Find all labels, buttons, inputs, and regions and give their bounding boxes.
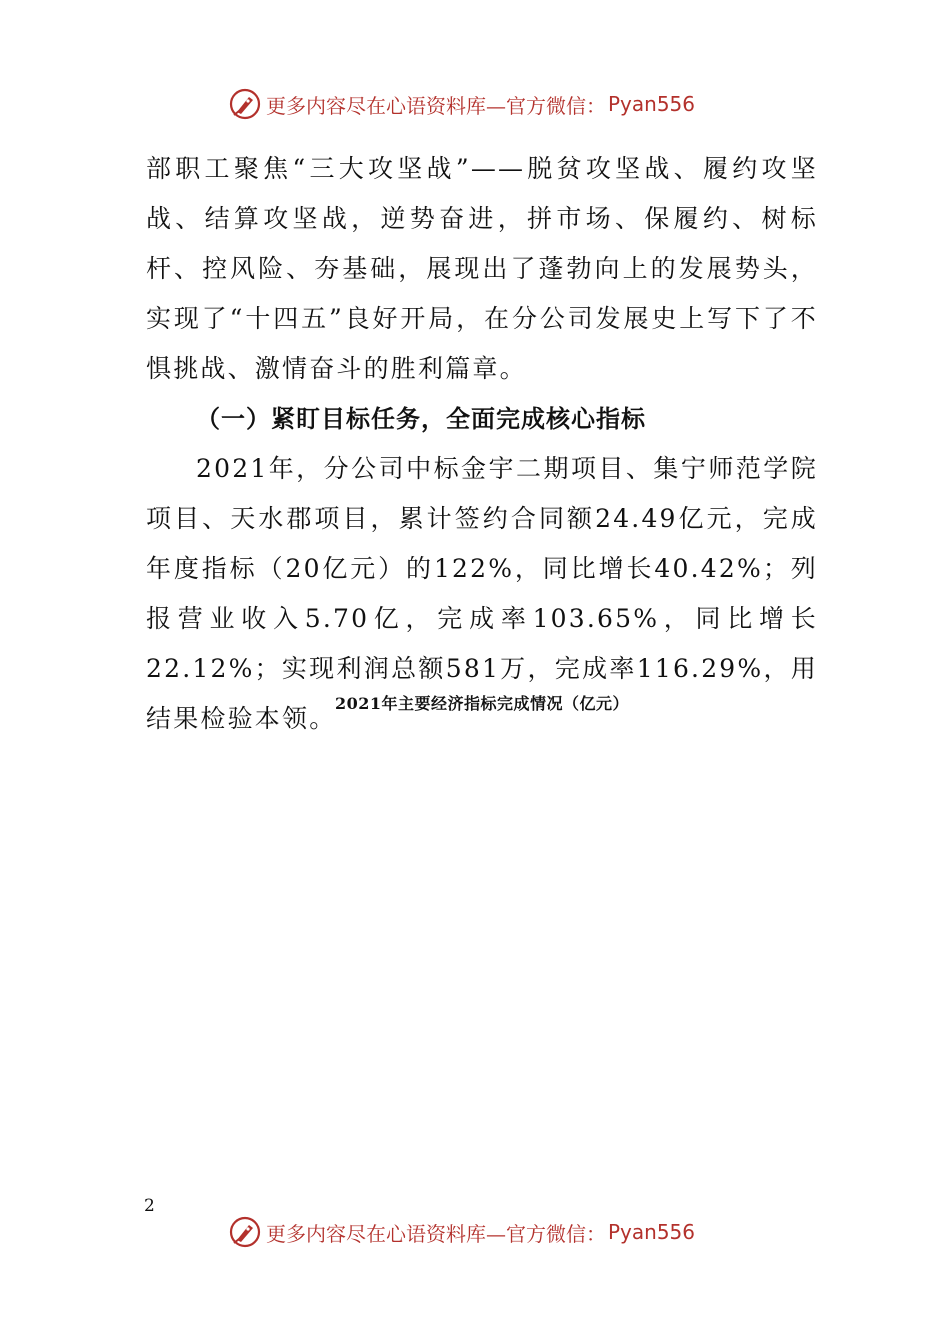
figure-caption: 2021年主要经济指标完成情况（亿元）	[334, 694, 630, 713]
body-paragraph-2: 2021年，分公司中标金宇二期项目、集宁师范学院项目、天水郡项目，累计签约合同额24.49亿元，完成年度指标（20亿元）的122%，同比增长40.42%；列报营业收入5.70亿，完成率103.65%，同比增长22.12%；实现利润总额581万，完成率116.29%，用结果检验本领。	[146, 454, 818, 733]
watermark-header	[228, 86, 748, 122]
section-heading: （一）紧盯目标任务，全面完成核心指标	[196, 405, 646, 433]
watermark-handle: Pyan556	[608, 1220, 696, 1244]
pen-nib-circle-icon	[228, 87, 262, 121]
page-number: 2	[144, 1196, 155, 1216]
watermark-text: 更多内容尽在心语资料库—官方微信：	[266, 1221, 606, 1246]
body-paragraph-1: 部职工聚焦“三大攻坚战”——脱贫攻坚战、履约攻坚战、结算攻坚战，逆势奋进，拼市场、保履约、树标杆、控风险、夯基础，展现出了蓬勃向上的发展势头，实现了“十四五”良好开局，在分公司发展史上写下了不惧挑战、激情奋斗的胜利篇章。	[146, 154, 818, 383]
watermark-handle: Pyan556	[608, 92, 696, 116]
watermark-text: 更多内容尽在心语资料库—官方微信：	[266, 93, 606, 118]
pen-nib-circle-icon	[228, 1215, 262, 1249]
watermark-footer	[228, 1214, 748, 1250]
